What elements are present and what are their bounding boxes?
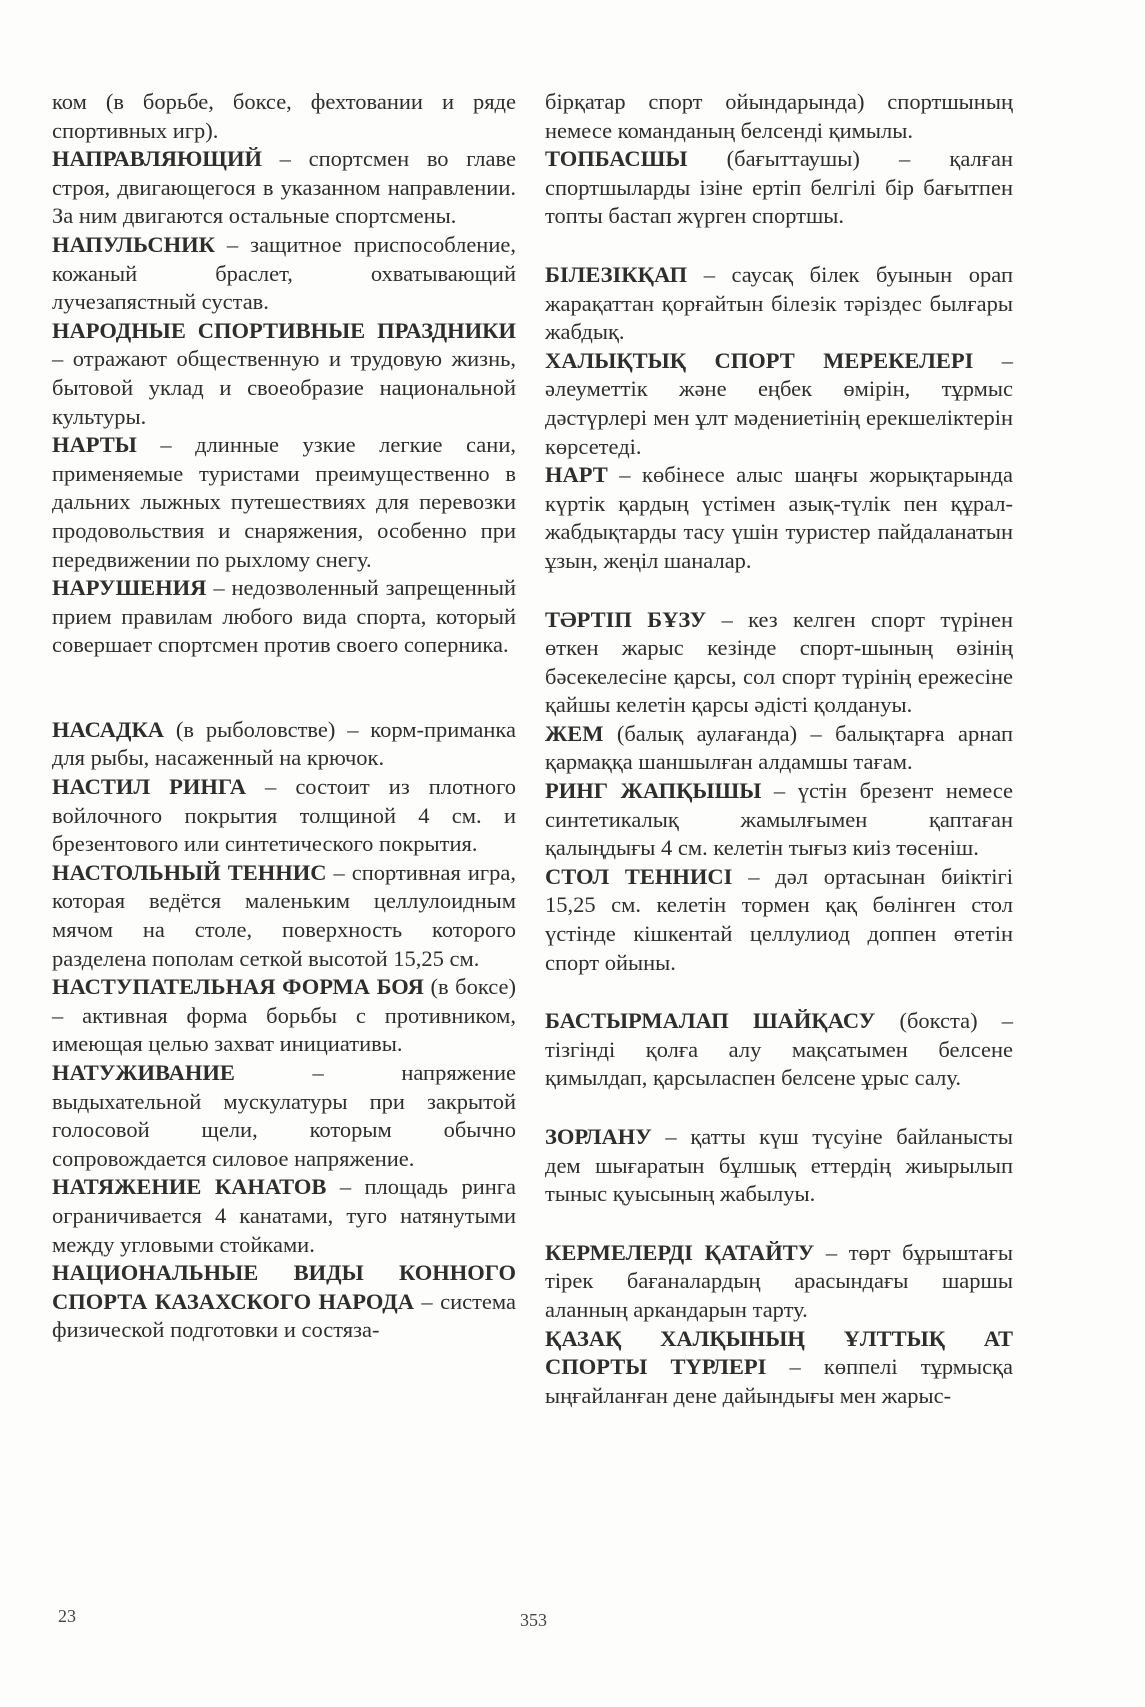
entry-narodnye-prazdniki: НАРОДНЫЕ СПОРТИВНЫЕ ПРАЗДНИКИ – отражают общественную и трудовую жизнь, бытовой уклад и своеобразие национальной культуры. [52,317,516,429]
entry-zhem: ЖЕМ (балық аулағанда) – балықтарға арнап қармаққа шаншылған алдамшы тағам. [545,720,1013,775]
entry-narty: НАРТЫ – длинные узкие легкие сани, применяемые туристами преимущественно в дальних лыжных путешествиях для перевозки продовольствия и снаряжения, особенно при передвижении по рыхлому снегу. [52,432,516,572]
entry-kermelerdi: КЕРМЕЛЕРДІ ҚАТАЙТУ – төрт бұрыштағы тірек бағаналардың арасындағы шаршы аланның аркандарын тарту. [545,1239,1013,1322]
signature-mark: 23 [58,1606,76,1626]
entry-nart: НАРТ – көбінесе алыс шаңғы жорықтарында күртік қардың үстімен азық-түлік пен құрал-жабдықтарды тасу үшін туристер пайдаланатын ұзын, жеңіл шаналар. [545,462,1013,573]
entry-khalyqtyq-sport: ХАЛЫҚТЫҚ СПОРТ МЕРЕКЕЛЕРІ – әлеуметтік және еңбек өмірін, тұрмыс дәстүрлері мен ұлт мәдениетінің ерекшеліктерін көрсетеді. [545,347,1013,459]
entry-zorlanu: ЗОРЛАНУ – қатты күш түсуіне байланысты дем шығаратын бұлшық еттердің жиырылып тыныс қуысының жабылуы. [545,1124,1013,1207]
entry-tartip-buzu: ТӘРТІП БҰЗУ – кез келген спорт түрінен өткен жарыс кезінде спорт-шының өзінің бәсекелесіне қарсы, сол спорт түрінің ережесіне қайшы келетін қарсы әдісті қолдануы. [545,606,1013,718]
entry-natsionalnye-vidy: НАЦИОНАЛЬНЫЕ ВИДЫ КОННОГО СПОРТА КАЗАХСКОГО НАРОДА – система физической подготовки и состяза- [52,1260,516,1343]
entry-nastolnyy-tennis: НАСТОЛЬНЫЙ ТЕННИС – спортивная игра, которая ведётся маленьким целлулоидным мячом на столе, поверхность которого разделена пополам сеткой высотой 15,25 см. [52,859,516,971]
entry-nastil-ringa: НАСТИЛ РИНГА – состоит из плотного войлочного покрытия толщиной 4 см. и брезентового или синтетического покрытия. [52,774,516,857]
entry-continuation: ком (в борьбе, боксе, фехтовании и ряде спортивных игр). [52,89,516,143]
entry-ring-zhapqyshy: РИНГ ЖАПҚЫШЫ – үстін брезент немесе синтетикалық жамылғымен қаптаған қалыңдығы 4 см. келетін тығыз киіз төсеніш. [545,778,1013,861]
left-column [52,88,516,1345]
entry-bilezikqap: БІЛЕЗІКҚАП – саусақ білек буынын орап жарақаттан қорғайтын білезік тәріздес былғары жабдық. [545,261,1013,345]
entry-natuzhivanie: НАТУЖИВАНИЕ – напряжение выдыхательной мускулатуры при закрытой голосовой щели, которым обычно сопровождается силовое напряжение. [52,1060,516,1171]
entry-continuation-kz: бірқатар спорт ойындарында) спортшының немесе команданың белсенді қимылы. [545,89,1013,143]
entry-natyazhenie-kanatov: НАТЯЖЕНИЕ КАНАТОВ – площадь ринга ограничивается 4 канатами, туго натянутыми между угловыми стойками. [52,1174,516,1257]
entry-nastupatelnaya-forma: НАСТУПАТЕЛЬНАЯ ФОРМА БОЯ (в боксе) – активная форма борьбы с противником, имеющая целью захват инициативы. [52,974,516,1057]
entry-stol-tennisi: СТОЛ ТЕННИСІ – дәл ортасынан биіктігі 15,25 см. келетін тормен қақ бөлінген стол үстінде кішкентай целлулиод доппен өтетін спорт ойыны. [545,863,1013,975]
entry-bastyrmalap: БАСТЫРМАЛАП ШАЙҚАСУ (бокста) – тізгінді қолға алу мақсатымен белсене қимылдап, қарсыласпен белсене ұрыс салу. [545,1008,1013,1091]
entry-narusheniya: НАРУШЕНИЯ – недозволенный запрещенный прием правилам любого вида спорта, который совершает спортсмен против своего соперника. [52,575,516,658]
page-number: 353 [520,1610,547,1630]
entry-napulsnik: НАПУЛЬСНИК – защитное приспособление, кожаный браслет, охватывающий лучезапястный сустав. [52,231,516,315]
entry-topbasshy: ТОПБАСШЫ (бағыттаушы) – қалған спортшыларды ізіне ертіп белгілі бір бағытпен топты бастап жүрген спортшы. [545,146,1013,229]
entry-nasadka: НАСАДКА (в рыболовстве) – корм-приманка для рыбы, насаженный на крючок. [52,716,516,771]
right-column [545,88,1013,1410]
entry-napravlyayushchiy: НАПРАВЛЯЮЩИЙ – спортсмен во главе строя, двигающегося в указанном направлении. За ним двигаются остальные спортсмены. [52,146,516,229]
entry-qazaq-at-sporty: ҚАЗАҚ ХАЛҚЫНЫҢ ҰЛТТЫҚ АТ СПОРТЫ ТҮРЛЕРІ – көппелі тұрмысқа ыңғайланған дене дайындығы мен жарыс- [545,1325,1014,1408]
